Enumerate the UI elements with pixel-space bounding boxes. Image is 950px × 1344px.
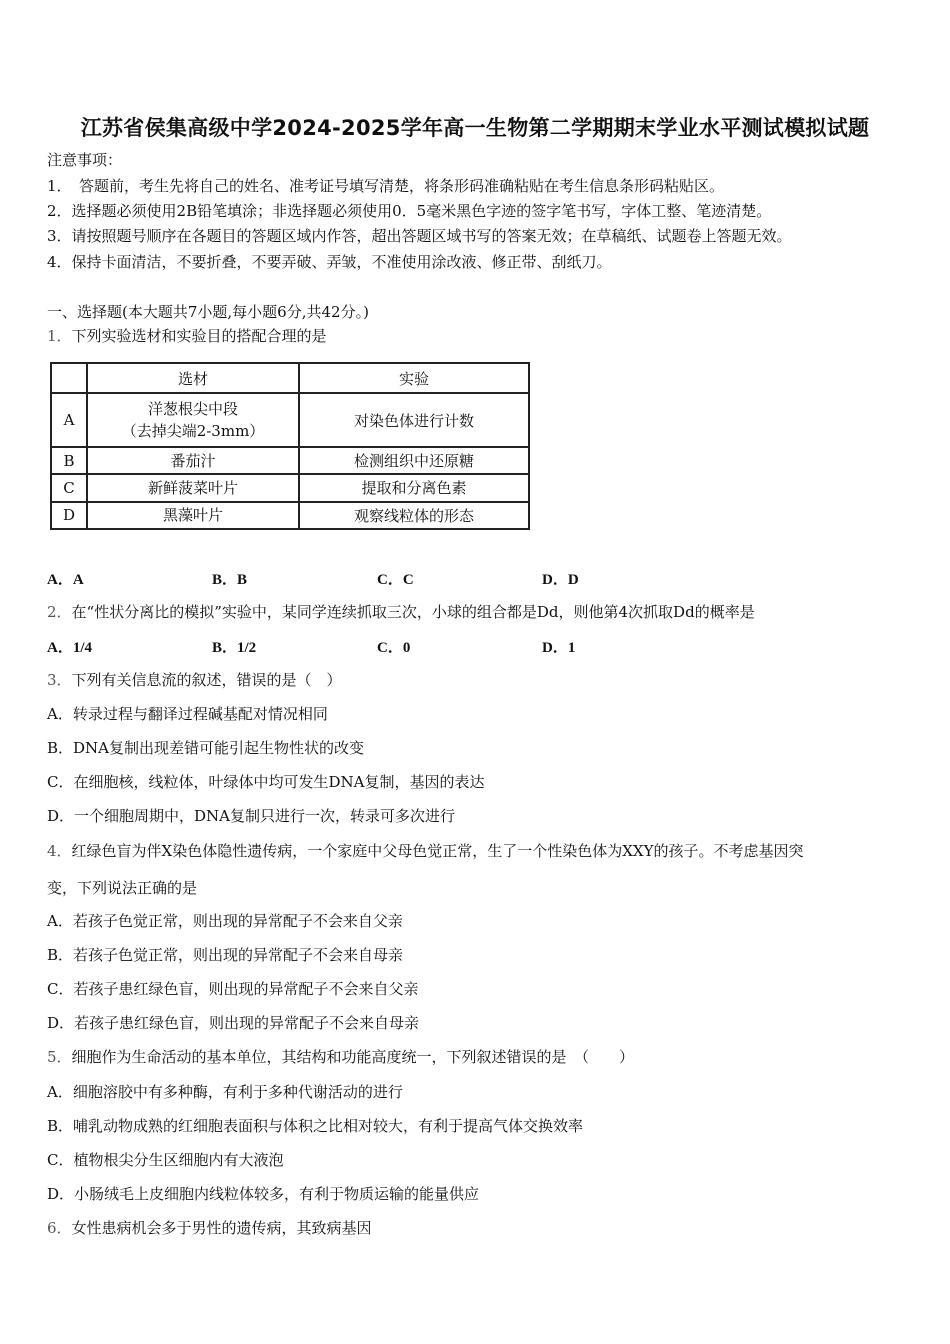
option-a[interactable]: A．细胞溶胶中有多种酶，有利于多种代谢活动的进行	[47, 1083, 403, 1101]
material-line: 洋葱根尖中段	[147, 400, 238, 418]
question-number: 6．	[47, 1219, 72, 1237]
option-b[interactable]: B．B	[212, 572, 248, 588]
question-number: 4．	[47, 842, 72, 860]
notice-item: 3．请按照题号顺序在各题目的答题区域内作答，超出答题区域书写的答案无效；在草稿纸、试题卷上答题无效。	[47, 227, 792, 245]
notice-heading: 注意事项：	[47, 151, 123, 169]
table-cell-material: 番茄汁	[87, 447, 299, 474]
table-row	[51, 393, 529, 447]
question-6	[47, 1218, 372, 1238]
question-text: 女性患病机会多于男性的遗传病，其致病基因	[71, 1219, 372, 1237]
option-a[interactable]: A．若孩子色觉正常，则出现的异常配子不会来自父亲	[47, 912, 403, 930]
notice-item: 4．保持卡面清洁，不要折叠，不要弄破、弄皱，不准使用涂改液、修正带、刮纸刀。	[47, 253, 612, 271]
table-cell-experiment: 观察线粒体的形态	[299, 502, 529, 529]
question-number: 2．	[47, 603, 72, 621]
q1-table	[50, 362, 532, 532]
table-cell-experiment: 对染色体进行计数	[299, 393, 529, 447]
option-b[interactable]: B．DNA复制出现差错可能引起生物性状的改变	[47, 739, 365, 757]
option-d[interactable]: D．小肠绒毛上皮细胞内线粒体较多，有利于物质运输的能量供应	[47, 1185, 480, 1203]
option-b[interactable]: B．1/2	[212, 640, 257, 656]
table-cell-key: C	[51, 474, 87, 501]
option-d[interactable]: D．1	[542, 640, 576, 656]
option-c[interactable]: C．植物根尖分生区细胞内有大液泡	[47, 1151, 284, 1169]
option-a[interactable]: A．转录过程与翻译过程碱基配对情况相同	[47, 705, 328, 723]
question-4	[47, 841, 804, 861]
option-c[interactable]: C．0	[377, 640, 411, 656]
notice-item: 1． 答题前，考生先将自己的姓名、准考证号填写清楚，将条形码准确粘贴在考生信息条形码粘贴区。	[47, 177, 725, 195]
table-header-row	[51, 363, 529, 393]
question-text: 下列有关信息流的叙述，错误的是（ ）	[71, 671, 342, 689]
option-a[interactable]: A．1/4	[47, 640, 93, 656]
question-text: 在“性状分离比的模拟”实验中，某同学连续抓取三次，小球的组合都是Dd，则他第4次抓取Dd的概率是	[71, 603, 755, 621]
option-d[interactable]: D．D	[542, 572, 579, 588]
section-heading: 一、选择题(本大题共7小题,每小题6分,共42分。)	[47, 303, 369, 321]
question-text: 细胞作为生命活动的基本单位，其结构和功能高度统一，下列叙述错误的是 （ ）	[71, 1048, 635, 1066]
material-line: （去掉尖端2-3mm）	[121, 422, 265, 440]
option-b[interactable]: B．哺乳动物成熟的红细胞表面积与体积之比相对较大，有利于提高气体交换效率	[47, 1117, 584, 1135]
option-d[interactable]: D．若孩子患红绿色盲，则出现的异常配子不会来自母亲	[47, 1014, 420, 1032]
table-cell-material	[87, 393, 299, 447]
option-c[interactable]: C．在细胞核，线粒体，叶绿体中均可发生DNA复制，基因的表达	[47, 773, 485, 791]
question-3	[47, 670, 342, 690]
question-number: 5．	[47, 1048, 72, 1066]
table-cell-key: A	[51, 393, 87, 447]
table-header: 选材	[87, 363, 299, 393]
option-a[interactable]: A．A	[47, 572, 84, 588]
option-c[interactable]: C．C	[377, 572, 414, 588]
option-b[interactable]: B．若孩子色觉正常，则出现的异常配子不会来自母亲	[47, 946, 404, 964]
question-text: 红绿色盲为伴X染色体隐性遗传病，一个家庭中父母色觉正常，生了一个性染色体为XXY的孩子。不考虑基因突	[71, 842, 804, 860]
option-c[interactable]: C．若孩子患红绿色盲，则出现的异常配子不会来自父亲	[47, 980, 419, 998]
question-4-continued: 变，下列说法正确的是	[47, 879, 198, 897]
table-cell-key: D	[51, 502, 87, 529]
table-row	[51, 474, 529, 501]
table-row	[51, 502, 529, 529]
q2-options	[47, 636, 707, 657]
page-title: 江苏省侯集高级中学2024-2025学年高一生物第二学期期末学业水平测试模拟试题	[80, 116, 870, 140]
table-cell-experiment: 检测组织中还原糖	[299, 447, 529, 474]
question-5	[47, 1047, 634, 1067]
question-1	[47, 326, 327, 346]
table-header	[51, 363, 87, 393]
question-2	[47, 602, 755, 622]
option-d[interactable]: D．一个细胞周期中，DNA复制只进行一次，转录可多次进行	[47, 807, 456, 825]
table-cell-experiment: 提取和分离色素	[299, 474, 529, 501]
question-number: 1．	[47, 327, 72, 345]
question-number: 3．	[47, 671, 72, 689]
q1-options	[47, 568, 707, 589]
question-text: 下列实验选材和实验目的搭配合理的是	[71, 327, 327, 345]
table-row	[51, 447, 529, 474]
table-cell-material: 新鲜菠菜叶片	[87, 474, 299, 501]
table-header: 实验	[299, 363, 529, 393]
notice-item: 2．选择题必须使用2B铅笔填涂；非选择题必须使用0．5毫米黑色字迹的签字笔书写，字体工整、笔迹清楚。	[47, 202, 772, 220]
table-cell-material: 黑藻叶片	[87, 502, 299, 529]
table-cell-key: B	[51, 447, 87, 474]
